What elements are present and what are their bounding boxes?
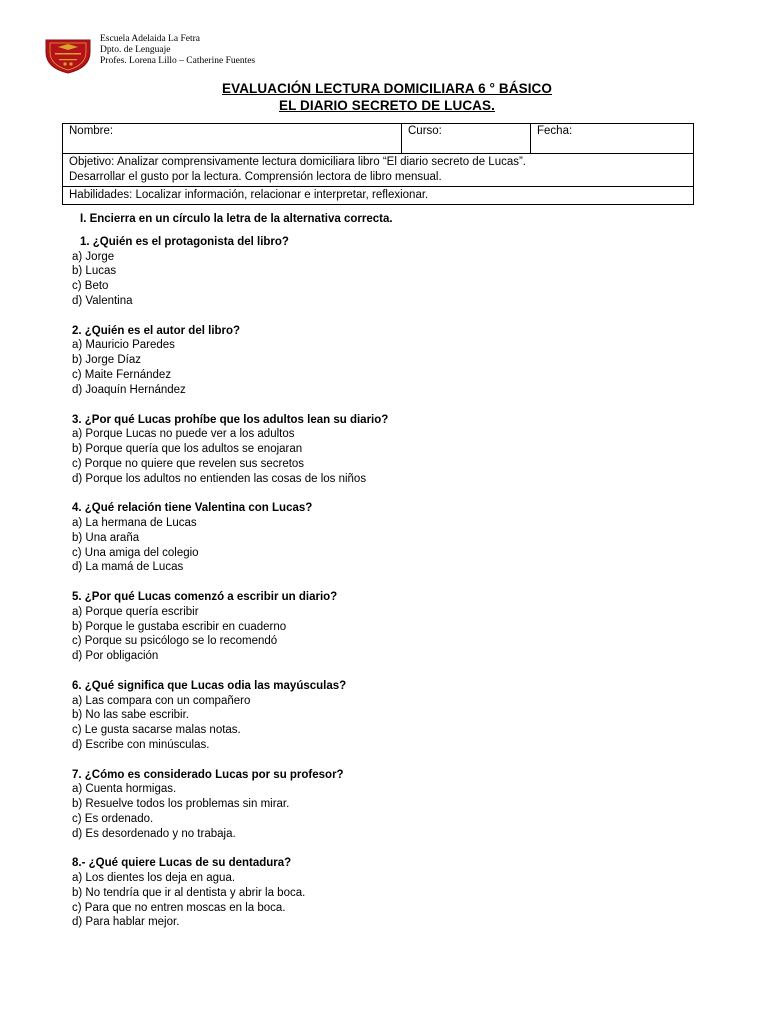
objective-line-1: Objetivo: Analizar comprensivamente lectura domiciliara libro “El diario secreto de Lucas”. [69,156,527,168]
question-text: 3. ¿Por qué Lucas prohíbe que los adultos lean su diario? [72,413,389,426]
skills-text: Habilidades: Localizar información, relacionar e interpretar, reflexionar. [69,189,429,201]
option-a[interactable]: a) Jorge [72,250,115,263]
question-5 [72,590,732,664]
title-line-1: EVALUACIÓN LECTURA DOMICILIARA 6 ° BÁSICO [222,81,552,96]
option-c[interactable]: c) Una amiga del colegio [72,546,199,559]
option-b[interactable]: b) Porque le gustaba escribir en cuaderno [72,620,287,633]
option-d[interactable]: d) Por obligación [72,650,159,663]
date-field[interactable] [531,124,694,154]
teachers-names: Profes. Lorena Lillo – Catherine Fuentes [100,56,256,66]
option-a[interactable]: a) La hermana de Lucas [72,516,197,529]
option-d[interactable]: d) Es desordenado y no trabaja. [72,827,236,840]
question-text: 7. ¿Cómo es considerado Lucas por su profesor? [72,768,344,781]
option-a[interactable]: a) Los dientes los deja en agua. [72,872,236,885]
department-name: Dpto. de Lenguaje [100,45,171,55]
option-b[interactable]: b) No las sabe escribir. [72,709,189,722]
instruction-text: I. Encierra en un círculo la letra de la alternativa correcta. [80,213,393,225]
option-c[interactable]: c) Para que no entren moscas en la boca. [72,901,286,914]
option-a[interactable]: a) Cuenta hormigas. [72,783,177,796]
date-label: Fecha: [537,125,573,137]
option-b[interactable]: b) Una araña [72,531,140,544]
option-d[interactable]: d) La mamá de Lucas [72,561,184,574]
question-text: 6. ¿Qué significa que Lucas odia las mayúsculas? [72,679,347,692]
title-line-2: EL DIARIO SECRETO DE LUCAS. [279,98,495,113]
option-b[interactable]: b) Jorge Díaz [72,354,142,367]
option-a[interactable]: a) Porque Lucas no puede ver a los adultos [72,428,295,441]
question-6 [72,679,732,753]
option-d[interactable]: d) Para hablar mejor. [72,916,180,929]
document-title [0,80,768,114]
option-d[interactable]: d) Valentina [72,294,133,307]
option-a[interactable]: a) Mauricio Paredes [72,339,175,352]
question-4 [72,501,732,575]
school-name: Escuela Adelaida La Fetra [100,34,200,44]
course-field[interactable] [402,124,531,154]
option-b[interactable]: b) Lucas [72,265,117,278]
option-d[interactable]: d) Joaquín Hernández [72,383,186,396]
option-c[interactable]: c) Maite Fernández [72,368,172,381]
option-d[interactable]: d) Escribe con minúsculas. [72,738,210,751]
question-text: 1. ¿Quién es el protagonista del libro? [80,236,289,248]
question-1 [72,235,732,309]
option-b[interactable]: b) No tendría que ir al dentista y abrir la boca. [72,886,306,899]
option-c[interactable]: c) Beto [72,280,109,293]
option-d[interactable]: d) Porque los adultos no entienden las cosas de los niños [72,472,367,485]
question-text: 2. ¿Quién es el autor del libro? [72,324,241,337]
question-text: 8.- ¿Qué quiere Lucas de su dentadura? [72,857,292,870]
option-c[interactable]: c) Porque su psicólogo se lo recomendó [72,635,278,648]
question-8 [72,856,732,930]
objective-cell [63,154,694,187]
option-c[interactable]: c) Es ordenado. [72,812,154,825]
skills-cell [63,187,694,205]
option-b[interactable]: b) Porque quería que los adultos se enojaran [72,442,303,455]
question-text: 4. ¿Qué relación tiene Valentina con Lucas? [72,502,313,515]
question-2 [72,324,732,398]
school-logo-icon [44,36,92,74]
name-label: Nombre: [69,125,114,137]
option-c[interactable]: c) Porque no quiere que revelen sus secretos [72,457,305,470]
question-text: 5. ¿Por qué Lucas comenzó a escribir un diario? [72,591,338,604]
questions-section [72,212,732,945]
option-a[interactable]: a) Las compara con un compañero [72,694,251,707]
name-field[interactable] [63,124,402,154]
student-info-table [62,123,694,205]
question-7 [72,768,732,842]
school-header [100,34,255,67]
option-a[interactable]: a) Porque quería escribir [72,605,199,618]
objective-line-2: Desarrollar el gusto por la lectura. Comprensión lectora de libro mensual. [69,171,442,183]
course-label: Curso: [408,125,442,137]
option-c[interactable]: c) Le gusta sacarse malas notas. [72,724,241,737]
question-3 [72,413,732,487]
option-b[interactable]: b) Resuelve todos los problemas sin mirar. [72,798,290,811]
